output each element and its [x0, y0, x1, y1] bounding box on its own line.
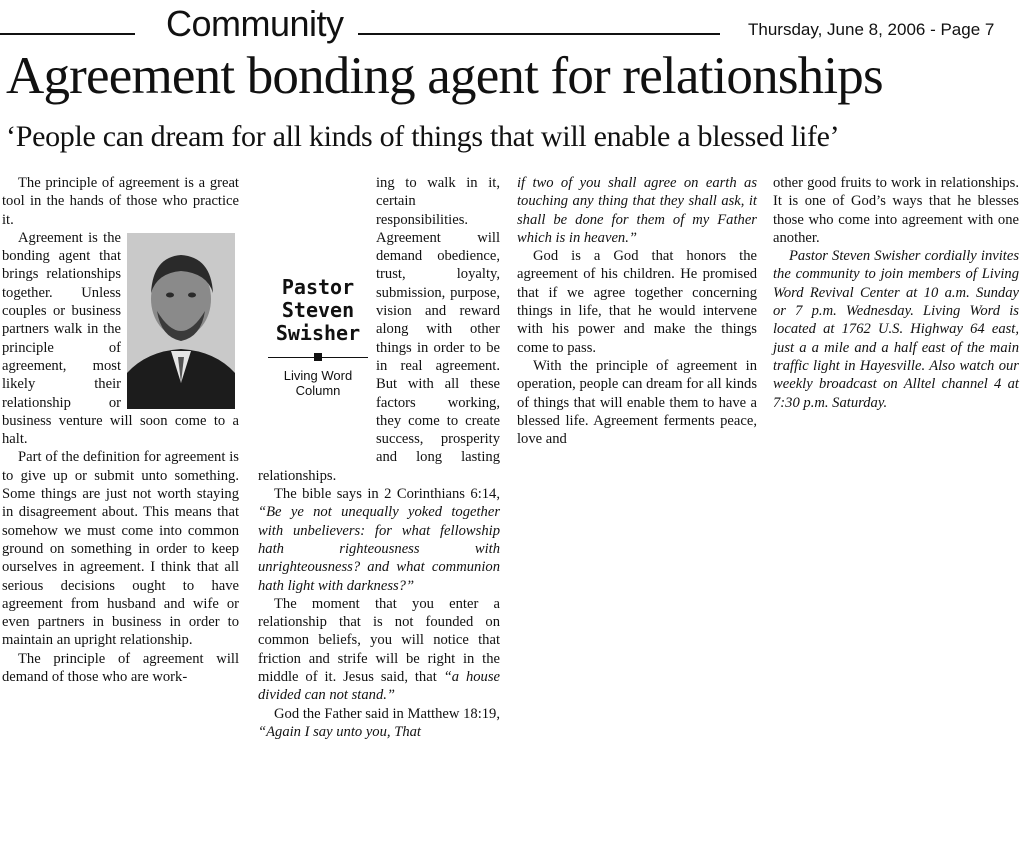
- author-name-line3: Swisher: [275, 321, 361, 345]
- header-rule-left: [0, 33, 135, 35]
- paragraph: With the principle of agreement in operation, people can dream for all kinds of things that will enable them to have a blessed life. Agreement ferments peace, love and: [517, 357, 757, 448]
- article-column-2: [258, 174, 500, 741]
- paragraph: other good fruits to work in relationships. It is one of God’s ways that he blesses those who come into agreement with one another.: [773, 175, 1019, 246]
- header-rule-right: [358, 33, 720, 35]
- scripture-quote: if two of you shall agree on earth as touching any thing that they shall ask, it shall be done for them of my Father which is in heaven.”: [517, 175, 757, 246]
- subheadline: ‘People can dream for all kinds of things that will enable a blessed life’: [6, 120, 840, 153]
- paragraph: The principle of agreement is a great tool in the hands of those who practice it.: [2, 175, 239, 228]
- text-run: God the Father said in Matthew 18:19,: [274, 705, 500, 722]
- paragraph: ing to walk in it, certain responsibilities. Agreement will demand obedience, trust, loyalty, submission, purpose, vision and reward along with other things in order to be in real agreement. But with all these factors working, they come to create success, prosperity and long lasting relationships.: [258, 175, 500, 484]
- author-photo: [127, 233, 235, 409]
- article-column-4: [773, 174, 1019, 412]
- scripture-quote: “Be ye not unequally yoked together with unbelievers: for what fellowship hath righteousness with unrighteousness? and what communion hath light with darkness?”: [258, 504, 500, 594]
- column-name: Living Word Column: [283, 368, 353, 398]
- headline: Agreement bonding agent for relationships: [6, 47, 883, 105]
- portrait-image: [127, 233, 235, 409]
- dateline: Thursday, June 8, 2006 - Page 7: [748, 20, 995, 39]
- paragraph: [258, 485, 500, 595]
- paragraph: The principle of agreement will demand of those who are work-: [2, 650, 239, 686]
- text-run: The bible says in 2 Corinthians 6:14,: [274, 486, 500, 503]
- paragraph: Agreement is the bonding agent that brings relationships together. Unless couples or business partners walk in the principle of agreement, most likely their relationship or business venture will soon come to a halt.: [2, 229, 239, 448]
- article-column-1: [2, 174, 239, 686]
- text-run: The moment that you enter a relationship that is not founded on common beliefs, you will notice that friction and strife will be right in the middle of it. Jesus said, that: [258, 595, 500, 686]
- scripture-quote: “a house divided can not stand.”: [258, 669, 500, 704]
- author-name-line2: Steven: [281, 298, 355, 322]
- byline-box: [262, 276, 374, 398]
- paragraph: [258, 595, 500, 705]
- paragraph: God is a God that honors the agreement of his children. He promised that if we agree together concerning things in life, that he would intervene with his power and make the things come to pass.: [517, 248, 757, 356]
- paragraph: [258, 705, 500, 742]
- paragraph: Part of the definition for agreement is to give up or submit unto something. Some things are just not worth staying in disagreement about. This means that somehow we must come into common ground on something in order to keep ourselves in agreement. I think that all serious decisions ought to have agreement from husband and wife or even partners in business in order to maintain an upright relationship.: [2, 449, 239, 649]
- page-header: [0, 0, 1024, 50]
- scripture-quote: “Again I say unto you, That: [258, 723, 421, 740]
- event-notice: Pastor Steven Swisher cordially invites the community to join members of Living Word Revival Center at 10 a.m. Sunday or 7 p.m. Wednesday. Living Word is located at 1762 U.S. Highway 64 east, just a a mile and a half east of the main traffic light in Hayesville. Also watch our weekly broadcast on Alltel channel 4 at 7:30 p.m. Saturday.: [773, 248, 1019, 411]
- section-title: Community: [166, 3, 344, 44]
- article-column-3: [517, 174, 757, 448]
- byline-divider: [268, 353, 368, 362]
- author-name-line1: Pastor: [281, 275, 355, 299]
